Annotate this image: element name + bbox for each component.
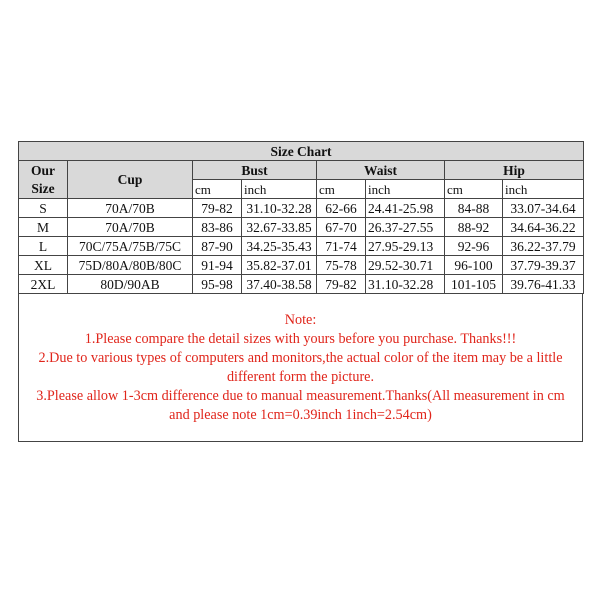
bust-cm-header: cm (193, 180, 242, 199)
note-line-2b: different form the picture. (226, 369, 375, 385)
size-cell: L (19, 237, 68, 256)
bust-cm-cell: 91-94 (193, 256, 242, 275)
waist-inch-cell: 27.95-29.13 (366, 237, 445, 256)
table-row (19, 218, 584, 237)
waist-cm-cell: 75-78 (317, 256, 366, 275)
size-cell: M (19, 218, 68, 237)
waist-inch-cell: 29.52-30.71 (366, 256, 445, 275)
cup-cell: 70A/70B (68, 199, 193, 218)
cup-cell: 75D/80A/80B/80C (68, 256, 193, 275)
note-line-3b: and please note 1cm=0.39inch 1inch=2.54cm) (169, 407, 432, 423)
waist-cm-cell: 71-74 (317, 237, 366, 256)
size-cell: 2XL (19, 275, 68, 294)
bust-cm-cell: 79-82 (193, 199, 242, 218)
hip-cm-cell: 88-92 (445, 218, 503, 237)
size-chart (18, 141, 583, 442)
cup-header: Cup (68, 161, 193, 199)
bust-inch-header: inch (242, 180, 317, 199)
waist-inch-cell: 26.37-27.55 (366, 218, 445, 237)
hip-header: Hip (445, 161, 584, 180)
our-size-header-line2: Size (31, 180, 55, 196)
bust-inch-cell: 31.10-32.28 (242, 199, 317, 218)
hip-cm-cell: 96-100 (445, 256, 503, 275)
our-size-header-line1: Our (30, 162, 55, 178)
hip-inch-cell: 33.07-34.64 (503, 199, 584, 218)
waist-cm-cell: 67-70 (317, 218, 366, 237)
bust-cm-cell: 83-86 (193, 218, 242, 237)
note-line-3a: 3.Please allow 1-3cm difference due to manual measurement.Thanks(All measurement in cm (36, 388, 565, 404)
cup-cell: 80D/90AB (68, 275, 193, 294)
note-heading: Note: (284, 312, 317, 328)
note-line-2a: 2.Due to various types of computers and monitors,the actual color of the item may be a little (38, 350, 563, 366)
waist-cm-cell: 62-66 (317, 199, 366, 218)
note-box (18, 294, 583, 442)
cup-cell: 70C/75A/75B/75C (68, 237, 193, 256)
table-row (19, 275, 584, 294)
waist-inch-cell: 31.10-32.28 (366, 275, 445, 294)
hip-inch-cell: 34.64-36.22 (503, 218, 584, 237)
bust-cm-cell: 95-98 (193, 275, 242, 294)
waist-cm-cell: 79-82 (317, 275, 366, 294)
size-cell: XL (19, 256, 68, 275)
hip-cm-cell: 92-96 (445, 237, 503, 256)
cup-cell: 70A/70B (68, 218, 193, 237)
bust-inch-cell: 37.40-38.58 (242, 275, 317, 294)
bust-inch-cell: 35.82-37.01 (242, 256, 317, 275)
table-row (19, 256, 584, 275)
hip-inch-cell: 39.76-41.33 (503, 275, 584, 294)
size-chart-title: Size Chart (19, 142, 584, 161)
hip-inch-header: inch (503, 180, 584, 199)
waist-cm-header: cm (317, 180, 366, 199)
hip-cm-header: cm (445, 180, 503, 199)
hip-cm-cell: 101-105 (445, 275, 503, 294)
waist-inch-header: inch (366, 180, 445, 199)
bust-cm-cell: 87-90 (193, 237, 242, 256)
table-row (19, 199, 584, 218)
bust-header: Bust (193, 161, 317, 180)
our-size-header (19, 161, 68, 199)
table-row (19, 237, 584, 256)
bust-inch-cell: 34.25-35.43 (242, 237, 317, 256)
bust-inch-cell: 32.67-33.85 (242, 218, 317, 237)
hip-inch-cell: 36.22-37.79 (503, 237, 584, 256)
note-line-1: 1.Please compare the detail sizes with yours before you purchase. Thanks!!! (84, 331, 517, 347)
hip-cm-cell: 84-88 (445, 199, 503, 218)
size-table (18, 141, 584, 294)
waist-inch-cell: 24.41-25.98 (366, 199, 445, 218)
hip-inch-cell: 37.79-39.37 (503, 256, 584, 275)
size-cell: S (19, 199, 68, 218)
waist-header: Waist (317, 161, 445, 180)
